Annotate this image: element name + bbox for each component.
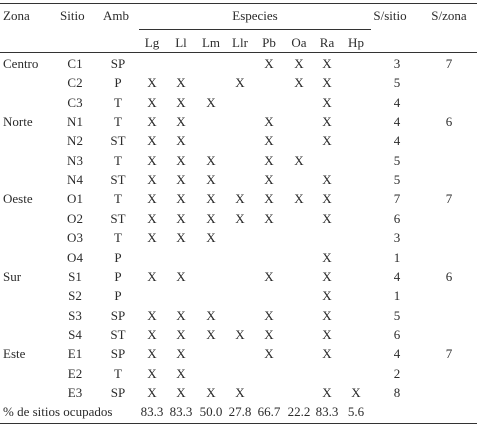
presence-mark: X xyxy=(147,133,157,148)
row-zona: Oeste xyxy=(3,191,33,206)
row-sitio: N2 xyxy=(67,133,83,148)
presence-mark: X xyxy=(235,385,245,400)
presence-mark: X xyxy=(264,269,274,284)
row-s-zona: 6 xyxy=(445,269,453,284)
presence-mark: X xyxy=(176,172,186,187)
presence-mark: X xyxy=(322,56,332,71)
row-sitio: N1 xyxy=(67,114,83,129)
presence-mark: X xyxy=(264,327,274,342)
row-s-zona: 7 xyxy=(445,56,453,71)
row-s-sitio: 5 xyxy=(393,75,401,90)
row-sitio: O2 xyxy=(67,211,83,226)
row-zona: Centro xyxy=(3,56,39,71)
row-amb: T xyxy=(114,153,122,168)
row-amb: T xyxy=(114,191,122,206)
header-especies: Especies xyxy=(232,8,278,23)
presence-mark: X xyxy=(176,153,186,168)
presence-mark: X xyxy=(206,230,216,245)
row-s-sitio: 4 xyxy=(393,269,401,284)
footer-percent: 22.2 xyxy=(287,404,311,419)
header-species-ll: Ll xyxy=(175,35,187,50)
presence-mark: X xyxy=(176,327,186,342)
footer-percent: 83.3 xyxy=(169,404,193,419)
header-species-oa: Oa xyxy=(291,35,307,50)
presence-mark: X xyxy=(264,191,274,206)
footer-percent: 83.3 xyxy=(140,404,164,419)
presence-mark: X xyxy=(176,75,186,90)
row-amb: P xyxy=(114,288,122,303)
row-amb: P xyxy=(114,269,122,284)
presence-mark: X xyxy=(235,211,245,226)
presence-mark: X xyxy=(264,133,274,148)
presence-mark: X xyxy=(206,172,216,187)
presence-mark: X xyxy=(294,153,304,168)
presence-mark: X xyxy=(147,346,157,361)
header-species-pb: Pb xyxy=(262,35,276,50)
row-amb: SP xyxy=(110,308,126,323)
presence-mark: X xyxy=(147,385,157,400)
presence-mark: X xyxy=(176,346,186,361)
presence-mark: X xyxy=(264,114,274,129)
presence-mark: X xyxy=(176,230,186,245)
header-species-lm: Lm xyxy=(201,35,221,50)
row-sitio: O1 xyxy=(67,191,83,206)
header-zona: Zona xyxy=(3,8,30,23)
presence-mark: X xyxy=(235,75,245,90)
presence-mark: X xyxy=(322,95,332,110)
row-s-sitio: 4 xyxy=(393,346,401,361)
presence-mark: X xyxy=(147,153,157,168)
presence-mark: X xyxy=(206,211,216,226)
presence-mark: X xyxy=(206,153,216,168)
row-amb: SP xyxy=(110,346,126,361)
header-s-zona: S/zona xyxy=(431,8,467,23)
presence-mark: X xyxy=(206,95,216,110)
presence-mark: X xyxy=(176,269,186,284)
row-s-sitio: 8 xyxy=(393,385,401,400)
presence-mark: X xyxy=(147,191,157,206)
presence-mark: X xyxy=(264,56,274,71)
row-sitio: E1 xyxy=(67,346,83,361)
row-s-sitio: 7 xyxy=(393,191,401,206)
row-amb: SP xyxy=(110,385,126,400)
footer-percent: 5.6 xyxy=(347,404,365,419)
presence-mark: X xyxy=(206,327,216,342)
presence-mark: X xyxy=(264,172,274,187)
presence-mark: X xyxy=(147,211,157,226)
presence-mark: X xyxy=(322,191,332,206)
row-amb: T xyxy=(114,114,122,129)
presence-mark: X xyxy=(322,346,332,361)
presence-mark: X xyxy=(264,211,274,226)
presence-mark: X xyxy=(206,385,216,400)
footer-label: % de sitios ocupados xyxy=(3,404,113,419)
header-species-hp: Hp xyxy=(348,35,364,50)
row-zona: Sur xyxy=(3,269,22,284)
bottom-rule xyxy=(0,423,477,424)
presence-mark: X xyxy=(322,385,332,400)
presence-mark: X xyxy=(147,114,157,129)
presence-mark: X xyxy=(264,346,274,361)
row-s-sitio: 5 xyxy=(393,172,401,187)
row-sitio: N3 xyxy=(67,153,83,168)
presence-mark: X xyxy=(176,366,186,381)
row-s-sitio: 4 xyxy=(393,133,401,148)
row-sitio: O3 xyxy=(67,230,83,245)
row-s-sitio: 5 xyxy=(393,153,401,168)
row-sitio: N4 xyxy=(67,172,83,187)
row-s-zona: 7 xyxy=(445,191,453,206)
row-sitio: S1 xyxy=(68,269,82,284)
row-amb: T xyxy=(114,95,122,110)
row-s-sitio: 1 xyxy=(393,250,401,265)
row-s-sitio: 4 xyxy=(393,95,401,110)
presence-mark: X xyxy=(322,327,332,342)
row-amb: P xyxy=(114,75,122,90)
presence-mark: X xyxy=(264,308,274,323)
presence-mark: X xyxy=(147,230,157,245)
row-zona: Norte xyxy=(3,114,33,129)
row-amb: P xyxy=(114,250,122,265)
presence-mark: X xyxy=(294,191,304,206)
presence-mark: X xyxy=(351,385,361,400)
presence-mark: X xyxy=(294,75,304,90)
row-amb: ST xyxy=(110,133,126,148)
row-sitio: E2 xyxy=(67,366,83,381)
header-species-ra: Ra xyxy=(319,35,335,50)
row-sitio: E3 xyxy=(67,385,83,400)
presence-mark: X xyxy=(176,95,186,110)
especies-underline xyxy=(139,29,371,30)
row-zona: Este xyxy=(3,346,26,361)
row-amb: T xyxy=(114,230,122,245)
row-s-sitio: 3 xyxy=(393,230,401,245)
row-s-sitio: 1 xyxy=(393,288,401,303)
presence-mark: X xyxy=(235,191,245,206)
row-sitio: C1 xyxy=(67,56,83,71)
presence-mark: X xyxy=(147,308,157,323)
row-s-sitio: 3 xyxy=(393,56,401,71)
row-s-sitio: 6 xyxy=(393,211,401,226)
row-amb: SP xyxy=(110,56,126,71)
row-s-sitio: 5 xyxy=(393,308,401,323)
row-amb: ST xyxy=(110,211,126,226)
presence-mark: X xyxy=(176,308,186,323)
presence-mark: X xyxy=(147,327,157,342)
row-s-zona: 6 xyxy=(445,114,453,129)
row-sitio: S3 xyxy=(68,308,82,323)
presence-mark: X xyxy=(147,75,157,90)
row-sitio: C2 xyxy=(67,75,83,90)
header-rule xyxy=(0,52,477,53)
row-amb: ST xyxy=(110,327,126,342)
row-sitio: C3 xyxy=(67,95,83,110)
presence-mark: X xyxy=(147,269,157,284)
presence-mark: X xyxy=(322,250,332,265)
presence-mark: X xyxy=(147,366,157,381)
presence-mark: X xyxy=(147,95,157,110)
presence-mark: X xyxy=(322,308,332,323)
top-rule xyxy=(0,3,477,4)
presence-mark: X xyxy=(322,75,332,90)
row-s-sitio: 4 xyxy=(393,114,401,129)
presence-mark: X xyxy=(322,211,332,226)
row-s-sitio: 6 xyxy=(393,327,401,342)
footer-percent: 50.0 xyxy=(199,404,223,419)
footer-percent: 66.7 xyxy=(257,404,281,419)
presence-mark: X xyxy=(206,191,216,206)
presence-mark: X xyxy=(176,133,186,148)
header-species-lg: Lg xyxy=(144,35,160,50)
presence-mark: X xyxy=(147,172,157,187)
presence-mark: X xyxy=(294,56,304,71)
row-sitio: S4 xyxy=(68,327,82,342)
presence-mark: X xyxy=(176,211,186,226)
row-s-zona: 7 xyxy=(445,346,453,361)
presence-mark: X xyxy=(235,327,245,342)
presence-mark: X xyxy=(176,385,186,400)
footer-percent: 27.8 xyxy=(228,404,252,419)
row-amb: ST xyxy=(110,172,126,187)
header-s-sitio: S/sitio xyxy=(373,8,407,23)
presence-mark: X xyxy=(322,269,332,284)
row-sitio: S2 xyxy=(68,288,82,303)
presence-mark: X xyxy=(176,114,186,129)
header-sitio: Sitio xyxy=(60,8,85,23)
presence-mark: X xyxy=(176,191,186,206)
presence-mark: X xyxy=(322,114,332,129)
row-s-sitio: 2 xyxy=(393,366,401,381)
footer-percent: 83.3 xyxy=(315,404,339,419)
row-sitio: O4 xyxy=(67,250,83,265)
presence-mark: X xyxy=(206,308,216,323)
header-amb: Amb xyxy=(103,8,129,23)
presence-mark: X xyxy=(264,153,274,168)
presence-mark: X xyxy=(322,133,332,148)
presence-mark: X xyxy=(322,288,332,303)
row-amb: T xyxy=(114,366,122,381)
presence-mark: X xyxy=(322,172,332,187)
header-species-llr: Llr xyxy=(232,35,248,50)
